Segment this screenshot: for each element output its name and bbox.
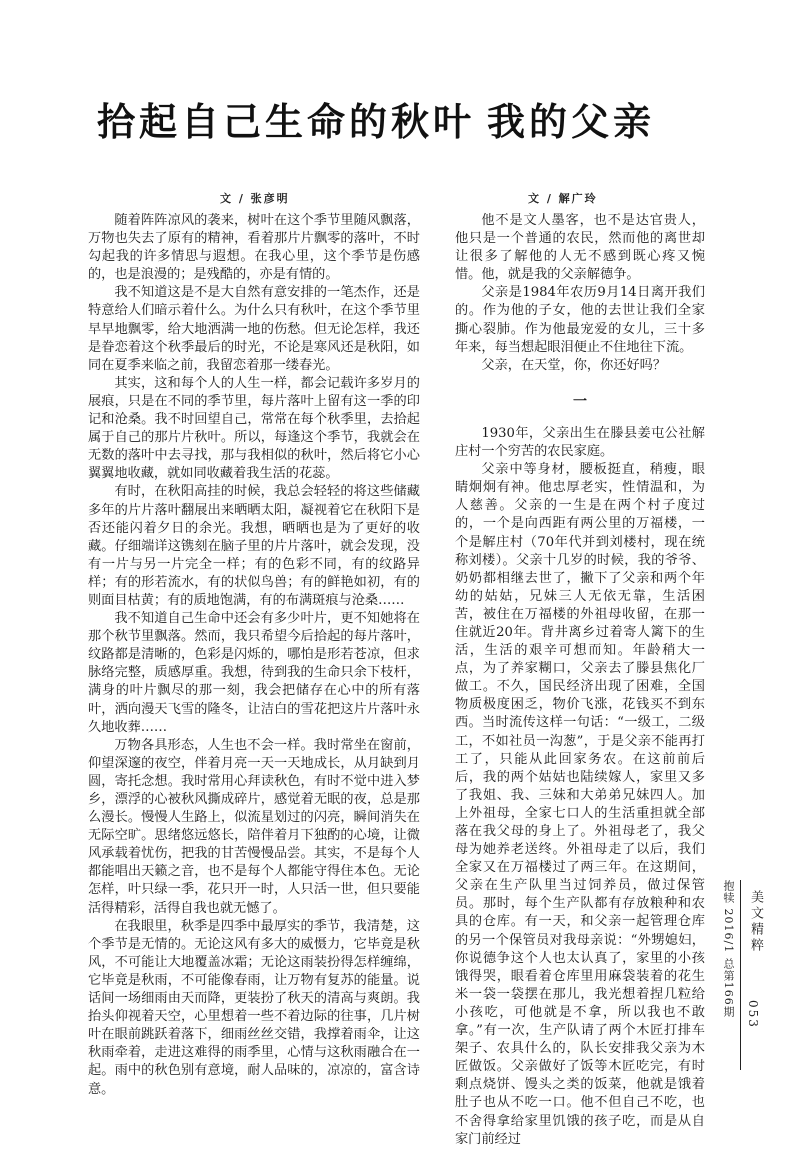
publication-info: 抱犊 2016/1 总第166期 [722,880,735,1018]
paragraph: 在我眼里，秋季是四季中最厚实的季节，我清楚，这个季节是无情的。无论这风有多大的威慑力，它毕竟是秋风，不可能让大地覆盖冰霜；无论这雨装扮得怎样缠绵，它毕竟是秋雨，不可能像春雨，让万物有复苏的能量。说话间一场细雨由天而降，更装扮了秋天的清高与爽朗。我抬头仰视着天空，心里想着一些不着边际的往事，几片树叶在眼前跳跃着落下，细雨丝丝交错，我撑着雨伞，让这秋雨牵着，走进这难得的雨季里，心情与这秋雨融合在一起。雨中的秋色别有意境，耐人品味的，凉凉的，富含诗意。 [88,918,420,1097]
page-number: 053 [746,1000,760,1029]
section-brand: 美文精粹 [748,890,763,954]
paragraph: 其实，这和每个人的人生一样，都会记载许多岁月的展痕，只是在不同的季节里，每片落叶上留有这一季的印记和沧桑。我不时回望自己，常常在每个秋季里，去拾起属于自己的那片片秋叶。所以，每逢这个季节，我就会在无数的落叶中去寻找，那与我相似的秋叶，然后将它小心翼翼地收藏，就如同收藏着我生活的花蕊。 [88,375,420,482]
section-marker: 一 [573,393,587,410]
right-article-title: 我的父亲 [487,100,656,144]
paragraph: 父亲中等身材，腰板挺直，稍瘦，眼睛炯炯有神。他忠厚老实，性情温和，为人慈善。父亲的一生是在两个村子度过的，一个是向西距有两公里的万福楼，一个是解庄村（70年代并到刘楼村，现在统称刘楼）。父亲十几岁的时候，我的爷爷、奶奶都相继去世了，撇下了父亲和两个年幼的姑姑，兄妹三人无依无靠，生活困苦，被住在万福楼的外祖母收留，在那一住就近20年。背井离乡过着寄人篱下的生活，生活的艰辛可想而知。年龄稍大一点，为了养家糊口，父亲去了滕县焦化厂做工。不久，国民经济出现了困难，全国物质极度困乏，物价飞涨，花钱买不到东西。当时流传这样一句话：“一级工，二级工，不如社员一沟葱”，于是父亲不能再打工了，只能从此回家务农。在这前前后后，我的两个姑姑也陆续嫁人，家里又多了我姐、我、三妹和大弟弟兄妹四人。加上外祖母，全家七口人的生活重担就全部落在我父母的身上了。外祖母老了，我父母为她养老送终。外祖母走了以后，我们全家又在万福楼过了两三年。在这期间，父亲在生产队里当过饲养员，做过保管员。那时，每个生产队都有存放粮种和农具的仓库。有一天，和父亲一起管理仓库的另一个保管员对我母亲说：“外甥媳妇，你说德争这个人也太认真了，家里的小孩饿得哭，眼看着仓库里用麻袋装着的花生米一袋一袋摆在那儿，我光想着捏几粒给小孩吃，可他就是不拿，所以我也不敢拿。”有一次，生产队请了两个木匠打排车架子、农具什么的，队长安排我父亲为木匠做饭。父亲做好了饭等木匠吃完，有时剩点烧饼、馒头之类的饭菜，他就是饿着肚子也从不吃一口。他不但自己不吃，也不舍得拿给家里饥饿的孩子吃，而是从自家门前经过 [455,462,705,1147]
paragraph: 父亲是1984年农历9月14日离开我们的。作为他的子女，他的去世让我们全家撕心裂肺。作为他最宠爱的女儿，三十多年来，每当想起眼泪便止不住地往下流。 [455,285,705,355]
paragraph: 随着阵阵凉风的袭来，树叶在这个季节里随风飘落，万物也失去了原有的精神，看着那片片飘零的落叶，不时勾起我的许多情思与遐想。在我心里，这个季节是伤感的，也是浪漫的；是残酷的，亦是有情的。 [88,213,420,283]
left-article-byline: 文 / 张彦明 [220,192,290,205]
paragraph: 我不知道自己生命中还会有多少叶片，更不知她将在那个秋节里飘落。然而，我只希望今后拾起的每片落叶，纹路都是清晰的，色彩是闪烁的，哪怕是形若苍凉，但求脉络完整，质感厚重。我想，待到我的生命只余下枝杆，满身的叶片飘尽的那一刻，我会把储存在心中的所有落叶，洒向漫天飞雪的隆冬，让洁白的雪花把这片片落叶永久地收葬…… [88,611,420,735]
right-article-byline: 文 / 解广玲 [528,192,598,205]
left-article-title: 拾起自己生命的秋叶 [97,100,476,144]
paragraph: 父亲，在天堂，你，你还好吗？ [481,357,667,373]
right-article-body [455,212,705,1149]
divider [740,880,741,1070]
paragraph: 万物各具形态，人生也不会一样。我时常坐在窗前，仰望深邃的夜空，伴着月亮一天一天地成长，从月缺到月圆，寄托念想。我时常用心拜读秋色，有时不觉中进入梦乡，漂浮的心被秋风撕成碎片，感觉着无眠的夜，总是那么漫长。慢慢人生路上，似流星划过的闪亮，瞬间消失在无际空旷。思绪悠远悠长，陪伴着月下独酌的心境，让微风承载着忧伤，把我的甘苦慢慢品尝。其实，不是每个人都能唱出天籁之音，也不是每个人都能守得住本色。无论怎样，叶只绿一季，花只开一时，人只活一世，但只要能活得精彩，活得自我也就无憾了。 [88,737,420,916]
paragraph: 有时，在秋阳高挂的时候，我总会轻轻的将这些储藏多年的片片落叶翻展出来晒晒太阳，凝视着它在秋阳下是否还能闪着夕日的余光。我想，晒晒也是为了更好的收藏。仔细端详这镌刻在脑子里的片片落叶，就会发现，没有一片与另一片完全一样；有的色彩不同，有的纹路异样；有的形若流水，有的状似鸟兽；有的鲜艳如初，有的则面目枯黄；有的质地饱满，有的布满斑痕与沧桑…… [88,484,420,608]
paragraph: 他不是文人墨客，也不是达官贵人，他只是一个普通的农民，然而他的离世却让很多了解他的人无不感到既心疼又惋惜。他，就是我的父亲解德争。 [455,213,705,283]
paragraph: 我不知道这是不是大自然有意安排的一笔杰作，还是特意给人们暗示着什么。为什么只有秋叶，在这个季节里早早地飘零，给大地洒满一地的伤愁。但无论怎样，我还是眷恋着这个秋季最后的时光，不论是寒风还是秋阳，如同在夏季来临之前，我留恋着那一缕春光。 [88,285,420,373]
left-article-body [88,212,420,1099]
page-sidebar [712,880,772,1070]
paragraph: 1930年，父亲出生在滕县姜屯公社解庄村一个穷苦的农民家庭。 [455,425,705,460]
